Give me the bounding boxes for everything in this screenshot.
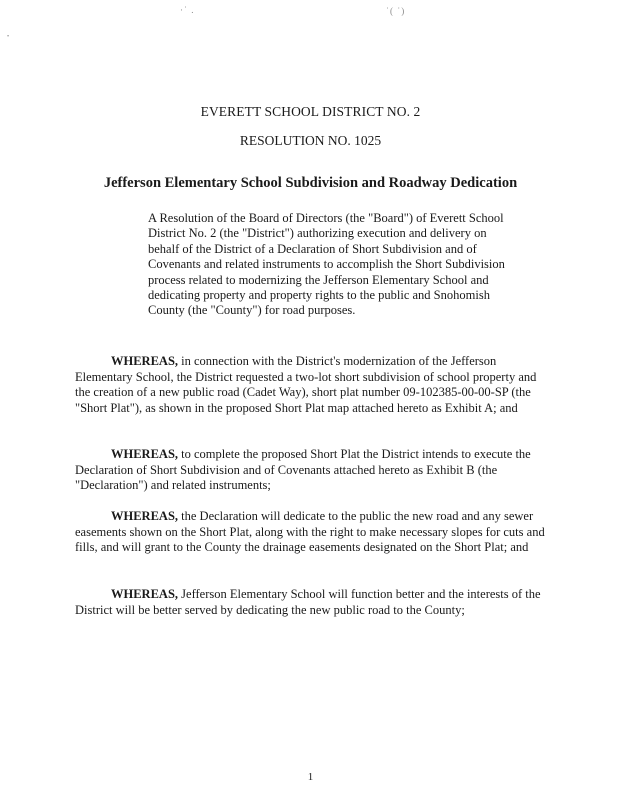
page-number: 1 (307, 771, 314, 783)
district-heading: EVERETT SCHOOL DISTRICT NO. 2 (200, 104, 421, 119)
whereas-lead: WHEREAS, (111, 587, 179, 601)
scan-speck: • (7, 34, 11, 40)
scan-speck: ·˙ . (180, 5, 195, 15)
resolution-title: Jefferson Elementary School Subdivision and Roadway Dedication (103, 175, 518, 191)
whereas-paragraph-4 (75, 587, 545, 618)
paragraph-text: in connection with the District's modernization of the Jefferson Elementary School, the District requested a two-lot short subdivision of school property and the creation of a new public road (Cadet Way), short plat number 09-102385-00-00-SP (the "Short Plat"), as shown in the proposed Short Plat map attached hereto as Exhibit A; and (75, 354, 537, 415)
scan-speck: ˙( ˙) (386, 6, 406, 16)
whereas-paragraph-3 (75, 509, 545, 556)
paragraph-text: to complete the proposed Short Plat the District intends to execute the Declaration of Short Subdivision and of Covenants attached hereto as Exhibit B (the "Declaration") and related instruments; (75, 447, 531, 492)
paragraph-text: the Declaration will dedicate to the public the new road and any sewer easements shown on the Short Plat, along with the right to make necessary slopes for cuts and fills, and will grant to the County the drainage easements designated on the Short Plat; and (75, 509, 545, 554)
whereas-lead: WHEREAS, (111, 509, 179, 523)
resolution-number: RESOLUTION NO. 1025 (239, 133, 382, 148)
resolution-abstract: A Resolution of the Board of Directors (the "Board") of Everett School District No. 2 (the "District") authorizing execution and delivery on behalf of the District of a Declaration of Short Subdivision and of Covenants and related instruments to accomplish the Short Subdivision process related to modernizing the Jefferson Elementary School and dedicating property and property rights to the public and Snohomish County (the "County") for road purposes. (148, 211, 505, 318)
whereas-paragraph-2 (75, 447, 545, 494)
whereas-lead: WHEREAS, (111, 354, 179, 368)
whereas-lead: WHEREAS, (111, 447, 179, 461)
paragraph-text: Jefferson Elementary School will function better and the interests of the District will be better served by dedicating the new public road to the County; (75, 587, 541, 617)
whereas-paragraph-1 (75, 354, 545, 416)
